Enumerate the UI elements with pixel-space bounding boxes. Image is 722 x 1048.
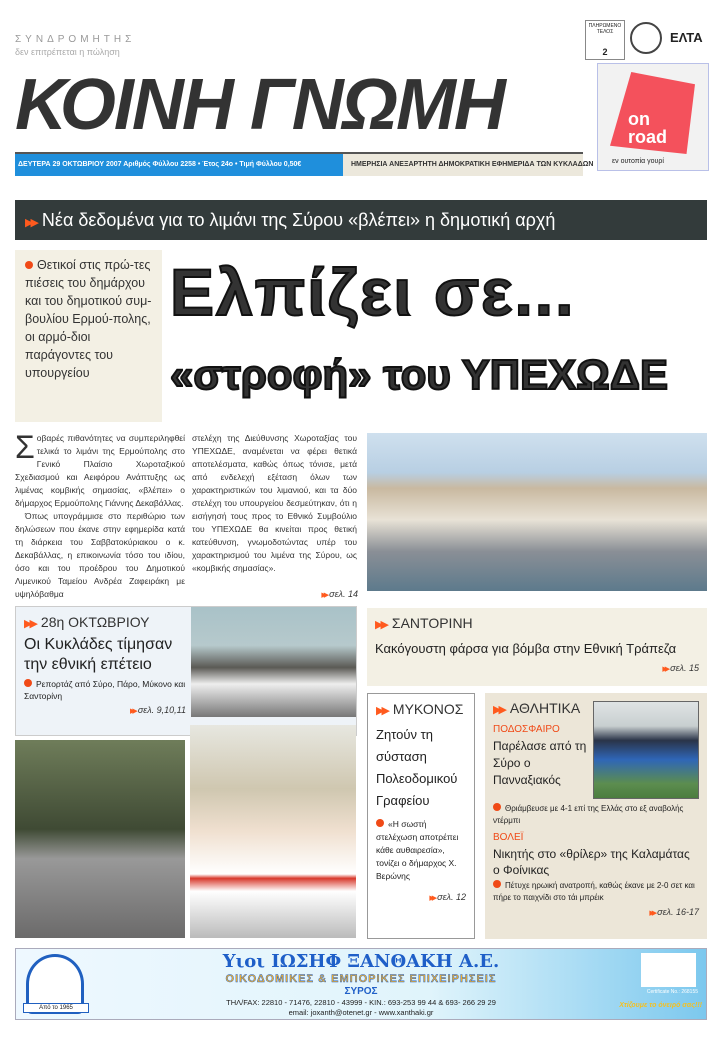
sports-bullet-1: Θριάμβευσε με 4-1 επί της Ελλάς στο εξ αναβολής ντέρμπι (493, 804, 684, 825)
onroad-ad (597, 63, 709, 171)
santorini-kicker: ΣΑΝΤΟΡΙΝΗ (391, 615, 473, 631)
mykonos-headline: Ζητούν τη σύσταση Πολεοδομικού Γραφείου (376, 727, 458, 808)
october-page-ref: ▶▶ σελ. 9,10,11 (130, 705, 186, 715)
lead-headline-2: «στροφή» του ΥΠΕΧΩΔΕ (170, 351, 669, 398)
october-headline: Οι Κυκλάδες τίμησαν την εθνική επέτειο (24, 636, 173, 673)
volley-label: ΒΟΛΕΪ (493, 832, 524, 843)
football-label: ΠΟΔΟΣΦΑΙΡΟ (493, 724, 560, 735)
lead-headline-1[interactable]: Ελπίζει σε... (170, 255, 576, 329)
october-bullet: Ρεπορτάζ από Σύρο, Πάρο, Μύκονο και Σαντορίνη (24, 679, 186, 701)
iso-certificate (641, 953, 696, 987)
santorini-headline: Κακόγουστη φάρσα για βόμβα στην Εθνική Τράπεζα (375, 641, 677, 656)
date-bar (15, 152, 594, 176)
lead-banner[interactable] (15, 200, 707, 240)
lead-page-ref[interactable]: ▶▶ σελ. 14 (321, 589, 358, 599)
sports-story[interactable] (485, 693, 707, 939)
mykonos-story[interactable] (367, 693, 475, 939)
sports-kicker: ΑΘΛΗΤΙΚΑ (509, 700, 581, 716)
lead-banner-text: Νέα δεδομένα για το λιμάνι της Σύρου «βλέπει» η δημοτική αρχή (41, 210, 556, 230)
company-place: ΣΥΡΟΣ (344, 986, 378, 997)
parade-photo-1 (191, 607, 356, 717)
company-contact: email: joxanth@otenet.gr - www.xanthaki.gr (288, 1008, 434, 1017)
company-name: Υιοι ΙΩΣΗΦ ΞΑΝΘΑΚΗ Α.Ε. (222, 951, 500, 972)
ad-slogan: Χτίζουμε το όνειρό σας!!! (619, 1002, 702, 1009)
sports-headline-2: Νικητής στο «θρίλερ» της Καλαμάτας ο Φοίνικας (493, 847, 690, 877)
bullet-icon (493, 880, 501, 888)
drop-cap: Σ (15, 429, 35, 465)
lead-body-col1: Σοβαρές πιθανότητες να συμπεριληφθεί τελικά το λιμάνι της Ερμούπολης στο Γενικό Πλαίσιο Χωροταξικού Σχεδιασμού και Αειφόρου Ανάπτυξης ως λιμένας κομβικής σημασίας, «βλέπει» ο δήμαρχος Ερμούπολης Γιάννης Δεκαβάλλας. Όπως υπογράμμισε στο περιθώριο των δηλώσεων που έκανε στην εφημερίδα κατά τη διάρκεια του Σαββατοκύριακου ο κ. Δεκαβάλλας, η επικοινωνία τόσο του ιδίου, όσο και του προέδρου του Δημοτικού Λιμενικού Ταμείου Ανδρέα Ζαφειράκη με υψηλόβαθμα (15, 429, 185, 599)
not-for-sale-label: δεν επιτρέπεται η πώληση (15, 47, 120, 57)
lead-side-summary: Θετικοί στις πρώ-τες πιέσεις του δημάρχου και του δημοτικού συμ-βουλίου Ερμού-πολης, οι αρμό-διοι παράγοντες του υπουργείου (15, 250, 162, 422)
football-photo (593, 701, 699, 799)
mykonos-kicker: ΜΥΚΟΝΟΣ (392, 701, 464, 717)
mykonos-page-ref: ▶▶ σελ. 12 (429, 892, 466, 902)
arrow-icon: ▶▶ (25, 217, 36, 229)
santorini-page-ref: ▶▶ σελ. 15 (662, 663, 699, 673)
children-photo (190, 725, 356, 938)
arrow-icon: ▶▶ (376, 705, 387, 717)
bullet-icon (493, 803, 501, 811)
onroad-logo-text: on road (628, 109, 668, 147)
parade-photo-2 (15, 740, 185, 938)
onroad-subtitle: εν ουτοπία γουρί (612, 158, 664, 165)
lead-body-col2: στελέχη της Διεύθυνσης Χωροταξίας του ΥΠΕΧΩΔΕ, αναμένεται να φέρει θετικά αποτελέσματα, καθώς όπως τόνισε, μετά από ενδελεχή εξέταση όλων των χαρακτηριστικών του λιμανιού, και τα δύο στελέχη του υπουργείου δεσμεύτηκαν, ότι η εισήγησή τους προς το Εθνικό Συμβούλιο του ΥΠΕΧΩΔΕ θα κινείται προς θετική κατεύθυνση, γνωμοδοτώντας υπέρ του χαρακτηρισμού του λιμένα της Σύρου, ως «κομβικής σημασίας». (192, 433, 357, 573)
newspaper-title: ΚΟΙΝΗ ΓΝΩΜΗ (15, 65, 504, 145)
company-logo (26, 954, 84, 1014)
xanthakis-ad[interactable] (15, 948, 707, 1020)
santorini-story[interactable] (367, 608, 707, 686)
arrow-icon: ▶▶ (375, 619, 386, 631)
issue-info: ΔΕΥΤΕΡΑ 29 ΟΚΤΩΒΡΙΟΥ 2007 Αριθμός Φύλλου 2258 • Έτος 24ο • Τιμή Φύλλου 0,50€ (15, 154, 343, 176)
sports-bullet-2: Πέτυχε ηρωική ανατροπή, καθώς έκανε με 2-0 σετ και πήρε το παιχνίδι στο τάι μπρέικ (493, 881, 695, 902)
company-activity: ΟΙΚΟΔΟΜΙΚΕΣ & ΕΜΠΟΡΙΚΕΣ ΕΠΙΧΕΙΡΗΣΕΙΣ (225, 973, 497, 985)
sports-headline-1: Παρέλασε από τη Σύρο ο Πανναξιακός (493, 739, 587, 787)
since-label: Από το 1965 (23, 1003, 89, 1013)
bullet-icon (376, 819, 384, 827)
arrow-icon: ▶▶ (24, 618, 35, 630)
postage-label: ΠΛΗΡΩΜΕΝΟ ΤΕΛΟΣ (588, 23, 622, 35)
elta-logo: ΕΛΤΑ (670, 30, 703, 45)
company-phones: ΤΗΛ/FAX: 22810 - 71476, 22810 - 43999 - ΚΙΝ.: 693-253 99 44 & 693- 266 29 29 (226, 998, 496, 1007)
harbor-photo (367, 433, 707, 591)
tagline: ΗΜΕΡΗΣΙΑ ΑΝΕΞΑΡΤΗΤΗ ΔΗΜΟΚΡΑΤΙΚΗ ΕΦΗΜΕΡΙΔΑ ΤΩΝ ΚΥΚΛΑΔΩΝ (343, 154, 583, 176)
postage-number: 2 (602, 47, 608, 57)
bullet-icon (24, 679, 32, 687)
subscriber-label: ΣΥΝΔΡΟΜΗΤΗΣ (15, 34, 136, 45)
postage-stamp (585, 20, 625, 60)
sports-page-ref: ▶▶ σελ. 16-17 (649, 907, 699, 917)
bullet-icon (25, 261, 33, 269)
october-kicker: 28η ΟΚΤΩΒΡΙΟΥ (40, 614, 150, 630)
seal-icon (630, 22, 662, 54)
mykonos-bullet: «Η σωστή στελέχωση αποτρέπει κάθε αυθαιρεσία», τονίζει ο δήμαρχος Χ. Βερώνης (376, 819, 459, 881)
arrow-icon: ▶▶ (493, 704, 504, 716)
certificate-number: Certificate No.: 268155 (646, 989, 698, 995)
